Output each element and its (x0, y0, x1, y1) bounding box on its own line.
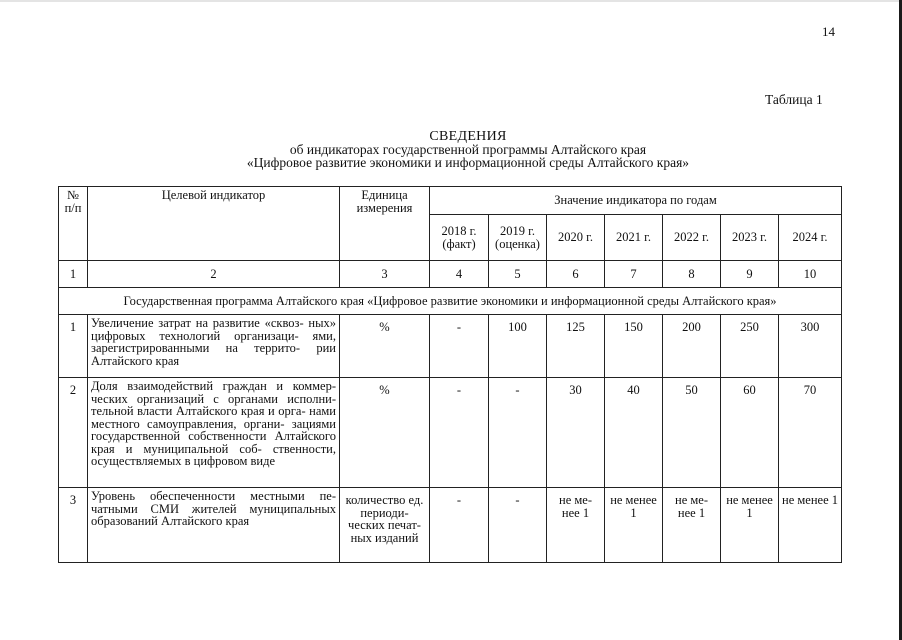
header-year: 2024 г. (779, 215, 842, 261)
header-year: 2021 г. (605, 215, 663, 261)
header-year: 2022 г. (663, 215, 721, 261)
column-number: 10 (779, 261, 842, 288)
header-values-group: Значение индикатора по годам (430, 187, 842, 215)
row-value: 100 (489, 315, 547, 378)
row-value: 60 (721, 378, 779, 488)
header-unit: Единица измерения (340, 187, 430, 261)
row-num: 3 (59, 488, 88, 563)
row-value: 40 (605, 378, 663, 488)
row-value: 150 (605, 315, 663, 378)
row-unit: % (340, 315, 430, 378)
row-value: - (430, 488, 489, 563)
row-indicator: Уровень обеспеченности местными пе- чатными СМИ жителей муниципальных образований Алтайского края (88, 488, 340, 563)
program-title-row: Государственная программа Алтайского края «Цифровое развитие экономики и информационной среды Алтайского края» (59, 288, 842, 315)
row-indicator: Доля взаимодействий граждан и коммер- ческих организаций с органами исполни- тельной власти Алтайского края и орга- нами местного самоуправления, органи- зациями государственной собственности Алтайского края и муниципальной соб- ственности, осуществляемых в цифровом виде (88, 378, 340, 488)
row-value: 200 (663, 315, 721, 378)
row-value: не менее 1 (605, 488, 663, 563)
row-indicator: Увеличение затрат на развитие «сквоз- ных» цифровых технологий организаци- ями, зарегистрированными на террито- рии Алтайского края (88, 315, 340, 378)
header-year: 2018 г. (факт) (430, 215, 489, 261)
header-indicator: Целевой индикатор (88, 187, 340, 261)
column-number: 1 (59, 261, 88, 288)
header-year: 2019 г. (оценка) (489, 215, 547, 261)
row-value: не ме- нее 1 (547, 488, 605, 563)
heading-program-name: «Цифровое развитие экономики и информационной среды Алтайского края» (246, 155, 690, 170)
row-num: 2 (59, 378, 88, 488)
column-number: 3 (340, 261, 430, 288)
document-heading (100, 130, 836, 169)
heading-subtitle: об индикаторах государственной программы Алтайского края (289, 142, 647, 157)
column-number: 7 (605, 261, 663, 288)
column-number: 4 (430, 261, 489, 288)
table-label: Таблица 1 (765, 92, 823, 107)
row-value: - (489, 378, 547, 488)
header-year: 2023 г. (721, 215, 779, 261)
row-value: 300 (779, 315, 842, 378)
heading-title: СВЕДЕНИЯ (429, 129, 507, 144)
column-number: 9 (721, 261, 779, 288)
row-value: не менее 1 (779, 488, 842, 563)
indicators-table (58, 186, 842, 563)
page-number: 14 (822, 24, 835, 39)
row-value: 125 (547, 315, 605, 378)
row-unit: % (340, 378, 430, 488)
column-number: 8 (663, 261, 721, 288)
column-number: 6 (547, 261, 605, 288)
row-value: 70 (779, 378, 842, 488)
row-num: 1 (59, 315, 88, 378)
row-value: - (430, 315, 489, 378)
row-value: 30 (547, 378, 605, 488)
header-year: 2020 г. (547, 215, 605, 261)
row-value: не менее 1 (721, 488, 779, 563)
row-value: 250 (721, 315, 779, 378)
header-num: № п/п (59, 187, 88, 261)
column-number: 2 (88, 261, 340, 288)
column-number: 5 (489, 261, 547, 288)
row-unit: количество ед. периоди- ческих печат- ных изданий (340, 488, 430, 563)
row-value: 50 (663, 378, 721, 488)
row-value: не ме- нее 1 (663, 488, 721, 563)
row-value: - (489, 488, 547, 563)
scan-top-edge (0, 0, 902, 2)
row-value: - (430, 378, 489, 488)
